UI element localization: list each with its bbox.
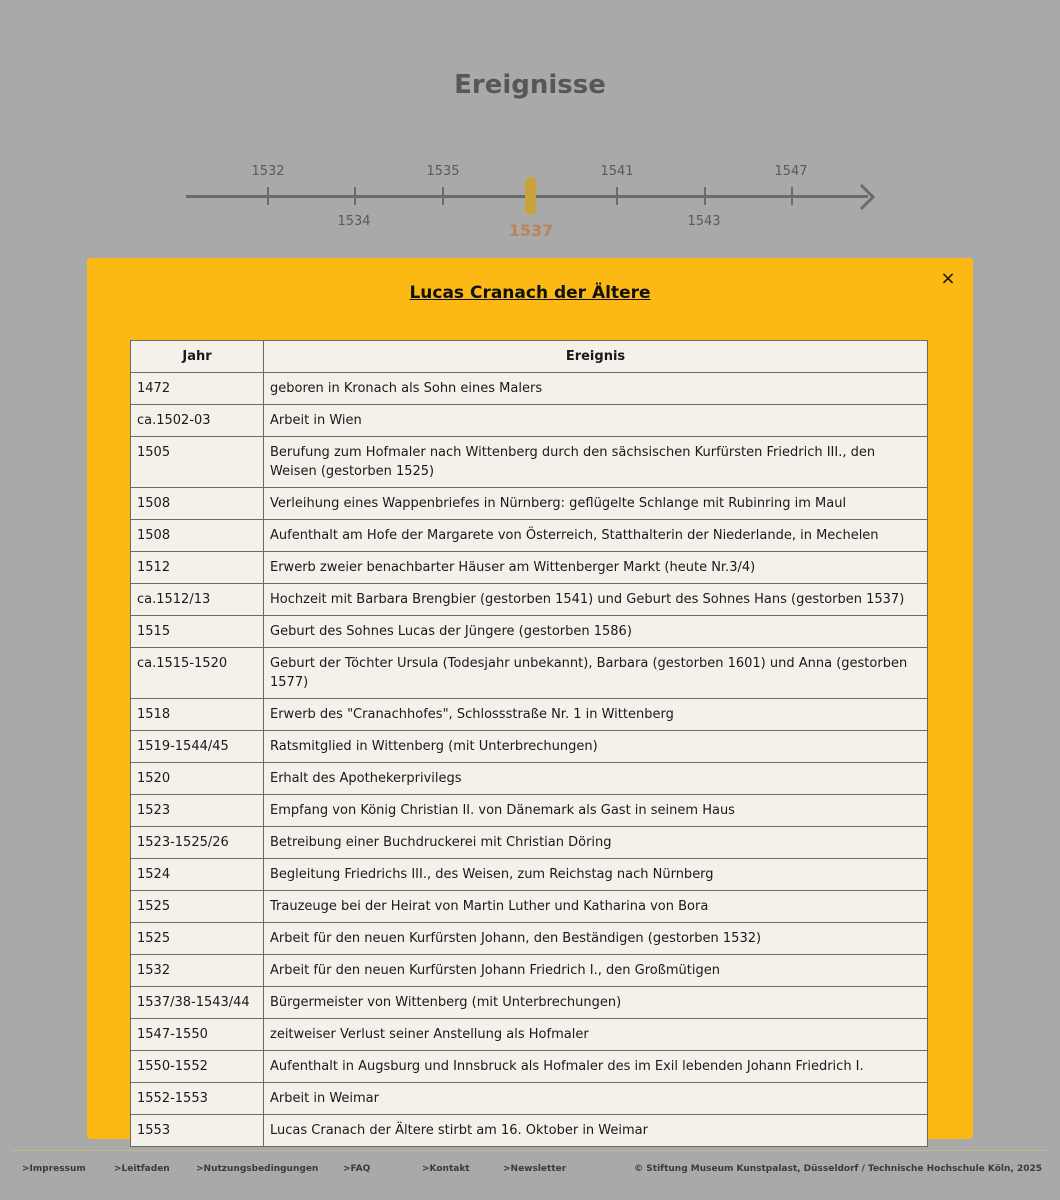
column-header-event: Ereignis [264, 341, 928, 373]
footer [12, 1150, 1048, 1190]
timeline-arrow-icon [855, 182, 885, 212]
timeline-year-1532[interactable]: 1532 [251, 164, 285, 179]
table-row [131, 488, 928, 520]
table-row [131, 987, 928, 1019]
event-year: 1550-1552 [131, 1051, 264, 1083]
timeline-tick[interactable] [704, 187, 706, 205]
event-description: Erwerb des "Cranachhofes", Schlossstraße Nr. 1 in Wittenberg [264, 699, 928, 731]
timeline-current-marker[interactable] [525, 177, 536, 215]
timeline-year-1541[interactable]: 1541 [600, 164, 634, 179]
events-table [130, 340, 928, 1147]
event-description: Betreibung einer Buchdruckerei mit Christian Döring [264, 827, 928, 859]
event-description: Arbeit für den neuen Kurfürsten Johann Friedrich I., den Großmütigen [264, 955, 928, 987]
event-year: 1525 [131, 923, 264, 955]
copyright-text: © Stiftung Museum Kunstpalast, Düsseldorf / Technische Hochschule Köln, 2025 [634, 1164, 1042, 1174]
event-year: 1523-1525/26 [131, 827, 264, 859]
timeline-current-year: 1537 [508, 221, 554, 240]
event-year: 1519-1544/45 [131, 731, 264, 763]
timeline-tick[interactable] [616, 187, 618, 205]
event-description: Begleitung Friedrichs III., des Weisen, zum Reichstag nach Nürnberg [264, 859, 928, 891]
event-description: Arbeit in Wien [264, 405, 928, 437]
event-description: Aufenthalt am Hofe der Margarete von Österreich, Statthalterin der Niederlande, in Mechelen [264, 520, 928, 552]
table-header-row [131, 341, 928, 373]
table-row [131, 1083, 928, 1115]
artist-modal [87, 258, 973, 1139]
footer-link-faq[interactable]: >FAQ [343, 1164, 371, 1174]
event-year: 1552-1553 [131, 1083, 264, 1115]
table-row [131, 552, 928, 584]
event-description: Trauzeuge bei der Heirat von Martin Luther und Katharina von Bora [264, 891, 928, 923]
footer-link-kontakt[interactable]: >Kontakt [422, 1164, 470, 1174]
table-row [131, 616, 928, 648]
timeline-year-1534[interactable]: 1534 [337, 214, 371, 229]
event-year: ca.1502-03 [131, 405, 264, 437]
timeline-year-1547[interactable]: 1547 [774, 164, 808, 179]
event-description: Bürgermeister von Wittenberg (mit Unterbrechungen) [264, 987, 928, 1019]
event-year: 1523 [131, 795, 264, 827]
event-description: Arbeit für den neuen Kurfürsten Johann, den Beständigen (gestorben 1532) [264, 923, 928, 955]
event-year: 1518 [131, 699, 264, 731]
table-row [131, 1115, 928, 1147]
table-row [131, 648, 928, 699]
footer-link-nutzungsbedingungen[interactable]: >Nutzungsbedingungen [196, 1164, 319, 1174]
event-description: Geburt des Sohnes Lucas der Jüngere (gestorben 1586) [264, 616, 928, 648]
event-year: 1537/38-1543/44 [131, 987, 264, 1019]
page-title: Ereignisse [454, 70, 606, 100]
event-description: Empfang von König Christian II. von Dänemark als Gast in seinem Haus [264, 795, 928, 827]
event-description: zeitweiser Verlust seiner Anstellung als Hofmaler [264, 1019, 928, 1051]
timeline [0, 150, 1060, 250]
event-description: Aufenthalt in Augsburg und Innsbruck als Hofmaler des im Exil lebenden Johann Friedrich I. [264, 1051, 928, 1083]
table-row [131, 763, 928, 795]
event-year: 1515 [131, 616, 264, 648]
table-row [131, 859, 928, 891]
close-icon[interactable]: × [940, 268, 956, 289]
event-year: 1525 [131, 891, 264, 923]
event-description: Lucas Cranach der Ältere stirbt am 16. Oktober in Weimar [264, 1115, 928, 1147]
column-header-year: Jahr [131, 341, 264, 373]
timeline-tick[interactable] [354, 187, 356, 205]
event-year: ca.1512/13 [131, 584, 264, 616]
event-description: Berufung zum Hofmaler nach Wittenberg durch den sächsischen Kurfürsten Friedrich III., den Weisen (gestorben 1525) [264, 437, 928, 488]
table-row [131, 373, 928, 405]
event-description: Verleihung eines Wappenbriefes in Nürnberg: geflügelte Schlange mit Rubinring im Maul [264, 488, 928, 520]
event-year: 1505 [131, 437, 264, 488]
timeline-year-1535[interactable]: 1535 [426, 164, 460, 179]
table-row [131, 891, 928, 923]
timeline-tick[interactable] [442, 187, 444, 205]
table-row [131, 795, 928, 827]
event-year: 1520 [131, 763, 264, 795]
table-row [131, 405, 928, 437]
table-row [131, 1019, 928, 1051]
table-row [131, 699, 928, 731]
event-year: 1524 [131, 859, 264, 891]
table-row [131, 1051, 928, 1083]
table-row [131, 923, 928, 955]
event-description: Erwerb zweier benachbarter Häuser am Wittenberger Markt (heute Nr.3/4) [264, 552, 928, 584]
footer-link-impressum[interactable]: >Impressum [22, 1164, 86, 1174]
event-year: 1508 [131, 488, 264, 520]
event-year: 1472 [131, 373, 264, 405]
event-description: geboren in Kronach als Sohn eines Malers [264, 373, 928, 405]
event-description: Hochzeit mit Barbara Brengbier (gestorben 1541) und Geburt des Sohnes Hans (gestorben 1537) [264, 584, 928, 616]
table-row [131, 520, 928, 552]
timeline-tick[interactable] [267, 187, 269, 205]
event-description: Geburt der Töchter Ursula (Todesjahr unbekannt), Barbara (gestorben 1601) und Anna (gestorben 1577) [264, 648, 928, 699]
event-year: 1553 [131, 1115, 264, 1147]
event-year: 1547-1550 [131, 1019, 264, 1051]
modal-title: Lucas Cranach der Ältere [409, 283, 651, 303]
event-description: Ratsmitglied in Wittenberg (mit Unterbrechungen) [264, 731, 928, 763]
table-row [131, 437, 928, 488]
event-year: 1508 [131, 520, 264, 552]
table-row [131, 584, 928, 616]
table-row [131, 731, 928, 763]
event-year: 1512 [131, 552, 264, 584]
footer-link-newsletter[interactable]: >Newsletter [503, 1164, 567, 1174]
event-year: ca.1515-1520 [131, 648, 264, 699]
footer-link-leitfaden[interactable]: >Leitfaden [114, 1164, 170, 1174]
timeline-tick[interactable] [791, 187, 793, 205]
table-row [131, 955, 928, 987]
event-year: 1532 [131, 955, 264, 987]
event-description: Erhalt des Apothekerprivilegs [264, 763, 928, 795]
event-description: Arbeit in Weimar [264, 1083, 928, 1115]
timeline-year-1543[interactable]: 1543 [687, 214, 721, 229]
table-row [131, 827, 928, 859]
